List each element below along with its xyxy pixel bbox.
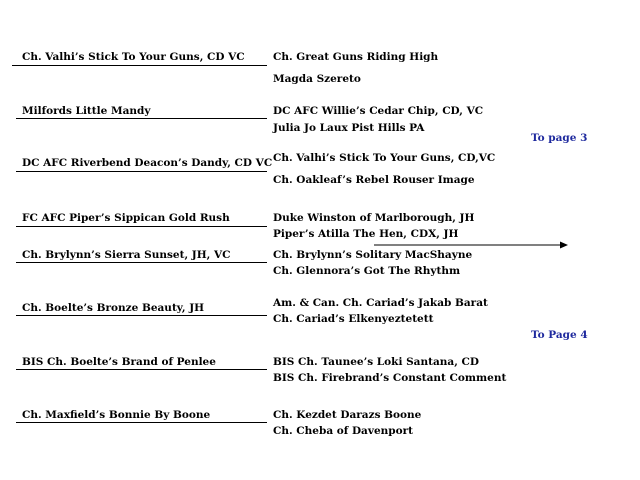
dog-name-6: Ch. Boelte’s Bronze Beauty, JH <box>22 302 205 314</box>
dam-name-2: Julia Jo Laux Pist Hills PA <box>273 122 425 134</box>
dog-underline-5 <box>16 262 267 263</box>
sire-name-8: Ch. Kezdet Darazs Boone <box>273 409 422 421</box>
dog-name-4: FC AFC Piper’s Sippican Gold Rush <box>22 212 230 224</box>
dam-name-6: Ch. Cariad’s Elkenyeztetett <box>273 313 434 325</box>
dog-underline-7 <box>16 369 267 370</box>
dog-underline-8 <box>16 422 267 423</box>
sire-name-5: Ch. Brylynn’s Solitary MacShayne <box>273 249 473 261</box>
dog-name-1: Ch. Valhi’s Stick To Your Guns, CD VC <box>22 51 245 63</box>
sire-name-1: Ch. Great Guns Riding High <box>273 51 439 63</box>
dam-name-7: BIS Ch. Firebrand’s Constant Comment <box>273 372 507 384</box>
dam-name-3: Ch. Oakleaf’s Rebel Rouser Image <box>273 174 475 186</box>
to-page-4-link[interactable]: To Page 4 <box>531 329 588 341</box>
sire-name-2: DC AFC Willie’s Cedar Chip, CD, VC <box>273 105 484 117</box>
dog-name-8: Ch. Maxfield’s Bonnie By Boone <box>22 409 211 421</box>
dog-name-2: Milfords Little Mandy <box>22 105 151 117</box>
dog-name-5: Ch. Brylynn’s Sierra Sunset, JH, VC <box>22 249 231 261</box>
dam-name-4: Piper’s Atilla The Hen, CDX, JH <box>273 228 459 240</box>
dam-name-5: Ch. Glennora’s Got The Rhythm <box>273 265 461 277</box>
to-page-3-link[interactable]: To page 3 <box>531 132 588 144</box>
sire-name-6: Am. & Can. Ch. Cariad’s Jakab Barat <box>273 297 488 309</box>
dog-name-3: DC AFC Riverbend Deacon’s Dandy, CD VC <box>22 157 273 169</box>
dam-name-1: Magda Szereto <box>273 73 361 85</box>
sire-name-4: Duke Winston of Marlborough, JH <box>273 212 475 224</box>
dam-name-8: Ch. Cheba of Davenport <box>273 425 414 437</box>
sire-name-3: Ch. Valhi’s Stick To Your Guns, CD,VC <box>273 152 496 164</box>
dog-name-7: BIS Ch. Boelte’s Brand of Penlee <box>22 356 216 368</box>
sire-name-7: BIS Ch. Taunee’s Loki Santana, CD <box>273 356 479 368</box>
dog-underline-6 <box>16 315 267 316</box>
